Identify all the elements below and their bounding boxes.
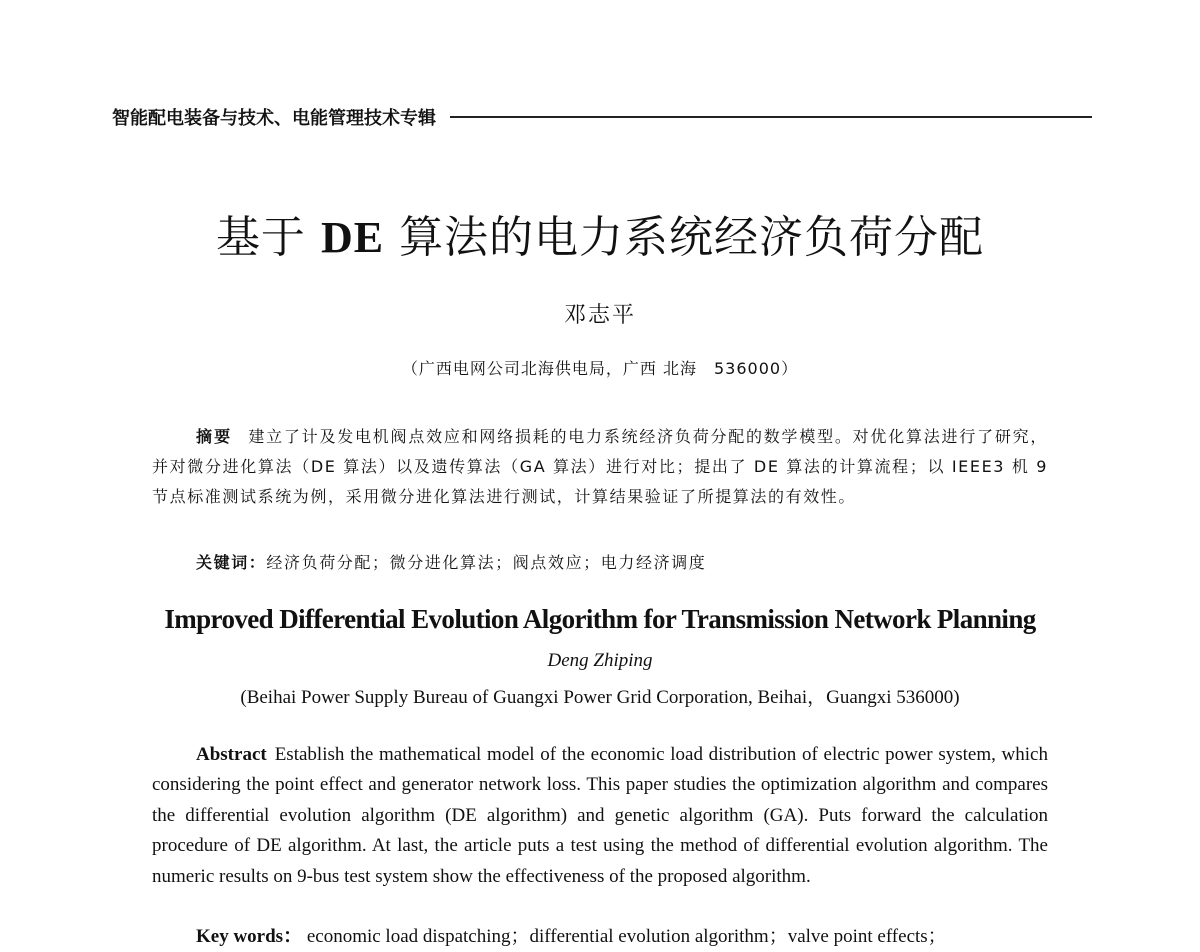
keywords-english-text: economic load dispatching；differential evolution algorithm；valve point effects； <box>306 926 947 947</box>
abstract-chinese <box>152 422 1048 512</box>
keywords-english <box>196 921 1056 948</box>
title-chinese-de: DE <box>320 213 385 262</box>
author-english: Deng Zhiping <box>547 650 653 671</box>
affiliation-chinese: （广西电网公司北海供电局，广西 北海 536000） <box>401 359 799 378</box>
abstract-chinese-label: 摘要 <box>196 427 233 446</box>
abstract-english-text: Establish the mathematical model of the economic load distribution of electric power system, which considering the point effect and generator network loss. This paper studies the optimization algorithm and compares the differential evolution algorithm (DE algorithm) and genetic algorithm (GA). Puts forward the calculation procedure of DE algorithm. At last, the article puts a test using the method of differential evolution algorithm. The numeric results on 9-bus test system show the effectiveness of the proposed algorithm. <box>152 744 1048 887</box>
title-chinese <box>0 208 1200 268</box>
title-english: Improved Differential Evolution Algorithm for Transmission Network Planning <box>164 604 1036 634</box>
keywords-chinese-label: 关键词： <box>196 553 267 572</box>
keywords-chinese <box>196 550 1056 573</box>
abstract-english <box>152 740 1048 892</box>
running-head-rule <box>450 116 1092 118</box>
title-chinese-part3: 算法的电力系统经济负荷分配 <box>399 212 985 263</box>
abstract-chinese-text: 建立了计及发电机阀点效应和网络损耗的电力系统经济负荷分配的数学模型。对优化算法进行了研究，并对微分进化算法（DE 算法）以及遗传算法（GA 算法）进行对比；提出了 DE 算法的计算流程；以 IEEE3 机 9 节点标准测试系统为例，采用微分进化算法进行测试，计算结果验证了所提算法的有效性。 <box>152 427 1048 506</box>
title-chinese-part1: 基于 <box>215 212 306 263</box>
author-chinese: 邓志平 <box>563 303 636 328</box>
keywords-chinese-text: 经济负荷分配；微分进化算法；阀点效应；电力经济调度 <box>266 553 707 572</box>
affiliation-english: (Beihai Power Supply Bureau of Guangxi Power Grid Corporation, Beihai，Guangxi 536000) <box>240 687 960 708</box>
running-head <box>112 104 1092 130</box>
running-head-text: 智能配电装备与技术、电能管理技术专辑 <box>112 108 436 129</box>
abstract-english-label: Abstract <box>196 744 267 765</box>
keywords-english-label: Key words： <box>196 926 303 947</box>
